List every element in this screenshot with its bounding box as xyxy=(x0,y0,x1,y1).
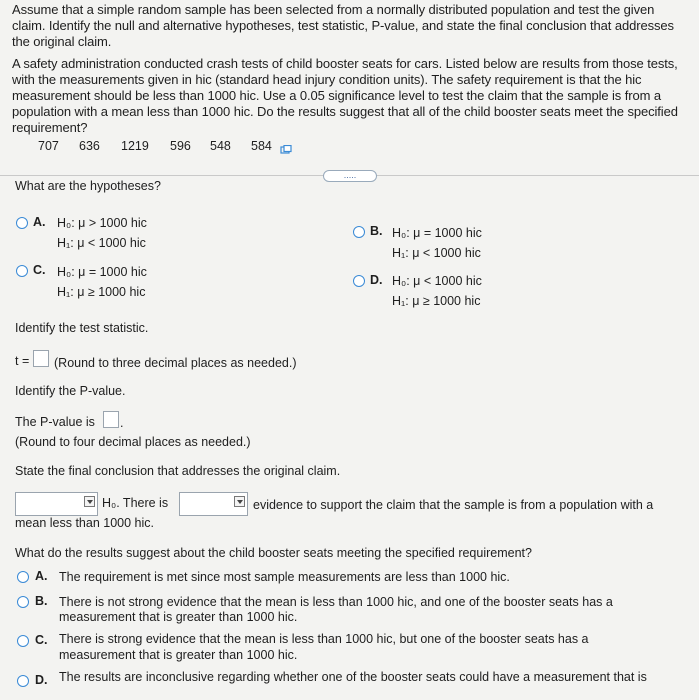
hypothesis-b-letter: B. xyxy=(370,224,383,238)
scenario-line-4: population with a mean less than 1000 hic. Do the results suggest that all of the child booster seats meet the specified xyxy=(12,104,678,119)
result-b-line-2: measurement that is greater than 1000 hic. xyxy=(59,610,298,624)
result-a-text: The requirement is met since most sample measurements are less than 1000 hic. xyxy=(59,570,510,584)
chevron-down-icon xyxy=(84,496,95,507)
result-a-letter: A. xyxy=(35,569,48,583)
data-value: 548 xyxy=(210,139,231,153)
conclusion-h0-text: H₀. There is xyxy=(102,496,169,510)
intro-line-2: claim. Identify the null and alternative hypotheses, test statistic, P-value, and state the final conclusion that addresses xyxy=(12,18,674,33)
scenario-line-1: A safety administration conducted crash tests of child booster seats for cars. Listed below are results from those tests, xyxy=(12,56,678,71)
conclusion-line-2: mean less than 1000 hic. xyxy=(15,516,154,530)
t-label: t = xyxy=(15,354,30,368)
scenario-line-3: measurement should be less than 1000 hic. Use a 0.05 significance level to test the claim that the sample is from a xyxy=(12,88,661,103)
p-value-input[interactable] xyxy=(103,411,119,428)
hypothesis-a-h0: H₀: μ > 1000 hic xyxy=(57,216,147,230)
p-value-hint: (Round to four decimal places as needed.) xyxy=(15,435,251,449)
scenario-line-2: with the measurements given in hic (standard head injury condition units). The safety requirement is that the hic xyxy=(12,72,642,87)
hypothesis-c-h0: H₀: μ = 1000 hic xyxy=(57,265,147,279)
hypothesis-a-radio[interactable] xyxy=(16,217,28,229)
hypothesis-d-h1: H₁: μ ≥ 1000 hic xyxy=(392,294,481,308)
hypothesis-d-h0: H₀: μ < 1000 hic xyxy=(392,274,482,288)
result-d-radio[interactable] xyxy=(17,675,29,687)
hypotheses-question: What are the hypotheses? xyxy=(15,179,161,193)
result-c-line-2: measurement that is greater than 1000 hic. xyxy=(59,648,298,662)
result-b-letter: B. xyxy=(35,594,48,608)
hypothesis-b-radio[interactable] xyxy=(353,226,365,238)
result-d-letter: D. xyxy=(35,673,48,687)
conclusion-prompt: State the final conclusion that addresses the original claim. xyxy=(15,464,341,478)
hypothesis-b-h0: H₀: μ = 1000 hic xyxy=(392,226,482,240)
result-c-line-1: There is strong evidence that the mean is less than 1000 hic, but one of the booster seats has a xyxy=(59,632,589,646)
reject-decision-dropdown[interactable] xyxy=(15,492,98,516)
copy-data-icon[interactable] xyxy=(280,145,292,155)
test-statistic-hint: (Round to three decimal places as needed.) xyxy=(54,356,297,370)
hypothesis-b-h1: H₁: μ < 1000 hic xyxy=(392,246,481,260)
hypothesis-c-h1: H₁: μ ≥ 1000 hic xyxy=(57,285,146,299)
data-value: 596 xyxy=(170,139,191,153)
evidence-level-dropdown[interactable] xyxy=(179,492,248,516)
scenario-line-5: requirement? xyxy=(12,120,88,135)
test-statistic-prompt: Identify the test statistic. xyxy=(15,321,149,335)
hypothesis-a-letter: A. xyxy=(33,215,46,229)
result-b-radio[interactable] xyxy=(17,596,29,608)
hypothesis-a-h1: H₁: μ < 1000 hic xyxy=(57,236,146,250)
conclusion-evidence-text: evidence to support the claim that the sample is from a population with a xyxy=(253,498,654,512)
data-value: 707 xyxy=(38,139,59,153)
hypothesis-d-radio[interactable] xyxy=(353,275,365,287)
data-value: 1219 xyxy=(121,139,149,153)
data-value: 584 xyxy=(251,139,272,153)
result-c-radio[interactable] xyxy=(17,635,29,647)
data-value: 636 xyxy=(79,139,100,153)
result-b-line-1: There is not strong evidence that the mean is less than 1000 hic, and one of the booster seats has a xyxy=(59,595,613,609)
hypothesis-c-letter: C. xyxy=(33,263,46,277)
result-d-text: The results are inconclusive regarding whether one of the booster seats could have a measurement that is xyxy=(59,670,647,684)
p-value-prompt: Identify the P-value. xyxy=(15,384,126,398)
result-a-radio[interactable] xyxy=(17,571,29,583)
result-c-letter: C. xyxy=(35,633,48,647)
divider-handle[interactable]: ..... xyxy=(323,170,377,182)
test-statistic-input[interactable] xyxy=(33,350,49,367)
chevron-down-icon xyxy=(234,496,245,507)
results-question: What do the results suggest about the child booster seats meeting the specified requirement? xyxy=(15,546,532,560)
intro-line-3: the original claim. xyxy=(12,34,112,49)
hypothesis-d-letter: D. xyxy=(370,273,383,287)
hypothesis-c-radio[interactable] xyxy=(16,265,28,277)
intro-line-1: Assume that a simple random sample has been selected from a normally distributed population and test the given xyxy=(12,2,655,17)
p-value-label: The P-value is xyxy=(15,415,95,429)
p-value-period: . xyxy=(120,416,124,430)
